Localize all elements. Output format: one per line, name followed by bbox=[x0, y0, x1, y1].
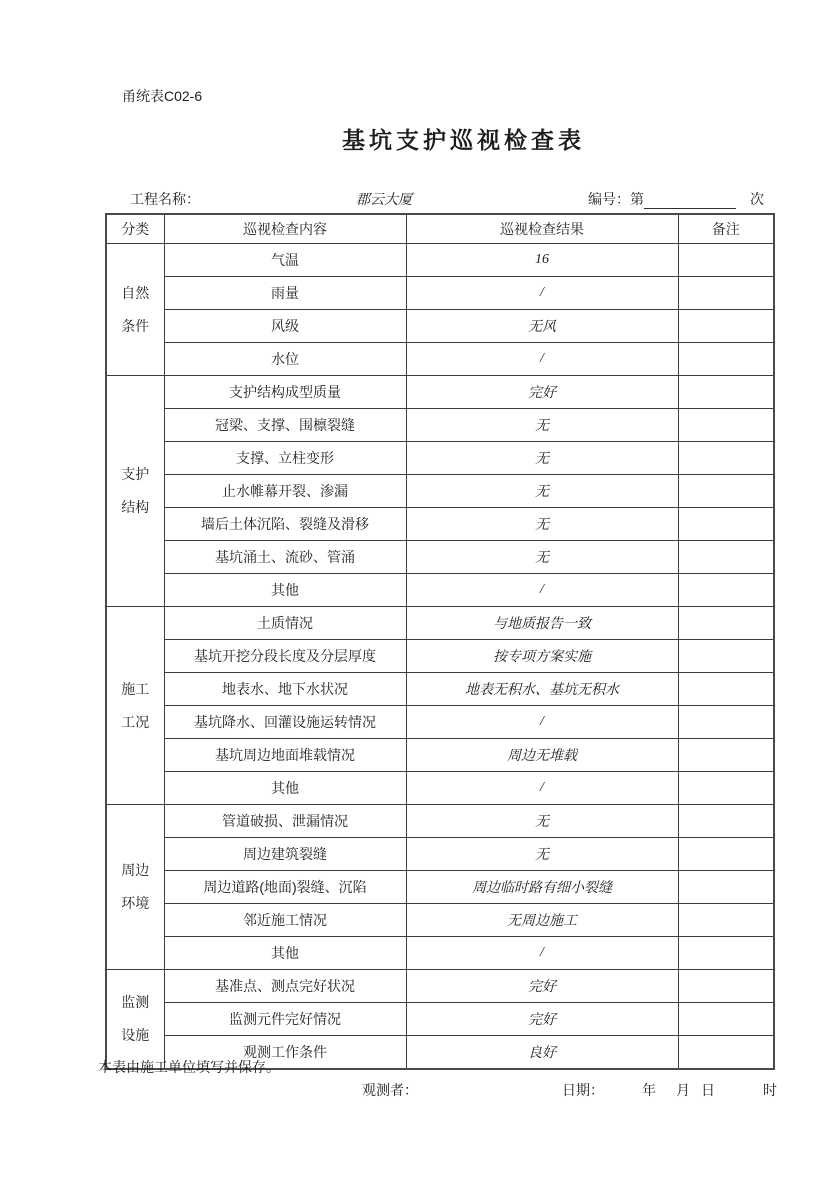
category-line: 设施 bbox=[121, 1027, 150, 1043]
remark-cell bbox=[678, 1036, 774, 1070]
remark-cell bbox=[678, 937, 774, 970]
remark-cell bbox=[678, 1003, 774, 1036]
item-cell: 止水帷幕开裂、渗漏 bbox=[164, 475, 406, 508]
remark-cell bbox=[678, 871, 774, 904]
number-label: 编号：第 bbox=[588, 191, 644, 207]
item-cell: 基坑开挖分段长度及分层厚度 bbox=[164, 640, 406, 673]
date-year-label: 年 bbox=[642, 1082, 656, 1098]
item-cell: 支护结构成型质量 bbox=[164, 376, 406, 409]
number-suffix: 次 bbox=[750, 191, 764, 207]
table-row bbox=[106, 508, 774, 541]
item-cell: 管道破损、泄漏情况 bbox=[164, 805, 406, 838]
remark-cell bbox=[678, 475, 774, 508]
remark-cell bbox=[678, 442, 774, 475]
table-row bbox=[106, 343, 774, 376]
result-cell: 无 bbox=[406, 541, 678, 574]
result-cell: 周边临时路有细小裂缝 bbox=[406, 871, 678, 904]
remark-cell bbox=[678, 508, 774, 541]
category-line: 施工 bbox=[121, 680, 150, 697]
category-line: 工况 bbox=[121, 713, 150, 730]
page-title: 基坑支护巡视检查表 bbox=[342, 127, 585, 153]
item-cell: 墙后土体沉陷、裂缝及滑移 bbox=[164, 508, 406, 541]
remark-cell bbox=[678, 409, 774, 442]
table-row bbox=[106, 607, 774, 640]
item-cell: 水位 bbox=[164, 343, 406, 376]
category-cell bbox=[106, 970, 164, 1070]
category-cell bbox=[106, 607, 164, 805]
result-cell: 与地质报告一致 bbox=[406, 607, 678, 640]
remark-cell bbox=[678, 970, 774, 1003]
category-cell bbox=[106, 376, 164, 607]
number-blank-line bbox=[644, 194, 736, 209]
table-row bbox=[106, 838, 774, 871]
remark-cell bbox=[678, 310, 774, 343]
item-cell: 雨量 bbox=[164, 277, 406, 310]
header-remark: 备注 bbox=[678, 214, 774, 244]
result-cell: 无 bbox=[406, 409, 678, 442]
category-cell bbox=[106, 244, 164, 376]
remark-cell bbox=[678, 805, 774, 838]
table-row bbox=[106, 310, 774, 343]
header-result: 巡视检查结果 bbox=[406, 214, 678, 244]
remark-cell bbox=[678, 772, 774, 805]
inspection-table bbox=[105, 213, 775, 1070]
table-row bbox=[106, 805, 774, 838]
item-cell: 其他 bbox=[164, 772, 406, 805]
remark-cell bbox=[678, 838, 774, 871]
form-code: 甬统表C02-6 bbox=[122, 88, 203, 104]
table-row bbox=[106, 376, 774, 409]
result-cell: 无 bbox=[406, 838, 678, 871]
result-cell: 地表无积水、基坑无积水 bbox=[406, 673, 678, 706]
table-row bbox=[106, 574, 774, 607]
table-row bbox=[106, 277, 774, 310]
result-cell: 完好 bbox=[406, 970, 678, 1003]
table-row bbox=[106, 673, 774, 706]
result-cell: 完好 bbox=[406, 1003, 678, 1036]
table-row bbox=[106, 706, 774, 739]
result-cell: 完好 bbox=[406, 376, 678, 409]
remark-cell bbox=[678, 607, 774, 640]
remark-cell bbox=[678, 277, 774, 310]
header-content: 巡视检查内容 bbox=[164, 214, 406, 244]
table-row bbox=[106, 739, 774, 772]
result-cell: 无 bbox=[406, 508, 678, 541]
category-line: 周边 bbox=[121, 862, 150, 878]
item-cell: 其他 bbox=[164, 937, 406, 970]
remark-cell bbox=[678, 343, 774, 376]
result-cell: 无 bbox=[406, 475, 678, 508]
result-cell: 16 bbox=[406, 244, 678, 277]
item-cell: 气温 bbox=[164, 244, 406, 277]
doc-number-group bbox=[588, 189, 764, 209]
remark-cell bbox=[678, 904, 774, 937]
category-line: 支护 bbox=[121, 466, 150, 482]
item-cell: 监测元件完好情况 bbox=[164, 1003, 406, 1036]
date-month-label: 月 bbox=[676, 1082, 690, 1098]
item-cell: 地表水、地下水状况 bbox=[164, 673, 406, 706]
table-row bbox=[106, 475, 774, 508]
observer-label: 观测者： bbox=[362, 1082, 418, 1098]
table-row bbox=[106, 970, 774, 1003]
category-line: 结构 bbox=[121, 499, 150, 515]
category-line: 监测 bbox=[121, 994, 150, 1010]
remark-cell bbox=[678, 739, 774, 772]
table-row bbox=[106, 244, 774, 277]
result-cell: 无 bbox=[406, 442, 678, 475]
date-day-label: 日 bbox=[701, 1082, 715, 1098]
remark-cell bbox=[678, 376, 774, 409]
item-cell: 风级 bbox=[164, 310, 406, 343]
result-cell: / bbox=[406, 277, 678, 310]
header-category: 分类 bbox=[106, 214, 164, 244]
project-name-value: 郡云大厦 bbox=[356, 193, 412, 208]
item-cell: 邻近施工情况 bbox=[164, 904, 406, 937]
item-cell: 其他 bbox=[164, 574, 406, 607]
item-cell: 基坑涌土、流砂、管涌 bbox=[164, 541, 406, 574]
table-header-row bbox=[106, 214, 774, 244]
table-row bbox=[106, 1003, 774, 1036]
category-line: 条件 bbox=[121, 317, 150, 334]
table-row bbox=[106, 772, 774, 805]
table-row bbox=[106, 937, 774, 970]
result-cell: / bbox=[406, 574, 678, 607]
category-cell bbox=[106, 805, 164, 970]
result-cell: 无周边施工 bbox=[406, 904, 678, 937]
remark-cell bbox=[678, 244, 774, 277]
result-cell: 按专项方案实施 bbox=[406, 640, 678, 673]
footer-note: 本表由施工单位填写并保存。 bbox=[98, 1059, 280, 1075]
result-cell: 无 bbox=[406, 805, 678, 838]
item-cell: 基坑降水、回灌设施运转情况 bbox=[164, 706, 406, 739]
remark-cell bbox=[678, 640, 774, 673]
item-cell: 基准点、测点完好状况 bbox=[164, 970, 406, 1003]
result-cell: 周边无堆载 bbox=[406, 739, 678, 772]
item-cell: 支撑、立柱变形 bbox=[164, 442, 406, 475]
table-row bbox=[106, 442, 774, 475]
table-row bbox=[106, 409, 774, 442]
item-cell: 土质情况 bbox=[164, 607, 406, 640]
project-name-label: 工程名称： bbox=[130, 191, 200, 207]
table-row bbox=[106, 541, 774, 574]
table-row bbox=[106, 640, 774, 673]
date-label: 日期： bbox=[562, 1082, 604, 1098]
date-hour-label: 时 bbox=[763, 1082, 777, 1098]
result-cell: / bbox=[406, 937, 678, 970]
remark-cell bbox=[678, 673, 774, 706]
item-cell: 周边建筑裂缝 bbox=[164, 838, 406, 871]
result-cell: 良好 bbox=[406, 1036, 678, 1070]
item-cell: 观测工作条件 bbox=[164, 1036, 406, 1070]
item-cell: 周边道路(地面)裂缝、沉陷 bbox=[164, 871, 406, 904]
result-cell: / bbox=[406, 772, 678, 805]
remark-cell bbox=[678, 574, 774, 607]
remark-cell bbox=[678, 706, 774, 739]
result-cell: / bbox=[406, 343, 678, 376]
remark-cell bbox=[678, 541, 774, 574]
category-line: 环境 bbox=[121, 895, 150, 911]
item-cell: 基坑周边地面堆载情况 bbox=[164, 739, 406, 772]
result-cell: 无风 bbox=[406, 310, 678, 343]
category-line: 自然 bbox=[121, 284, 150, 301]
item-cell: 冠梁、支撑、围檩裂缝 bbox=[164, 409, 406, 442]
table-row bbox=[106, 904, 774, 937]
table-row bbox=[106, 871, 774, 904]
result-cell: / bbox=[406, 706, 678, 739]
